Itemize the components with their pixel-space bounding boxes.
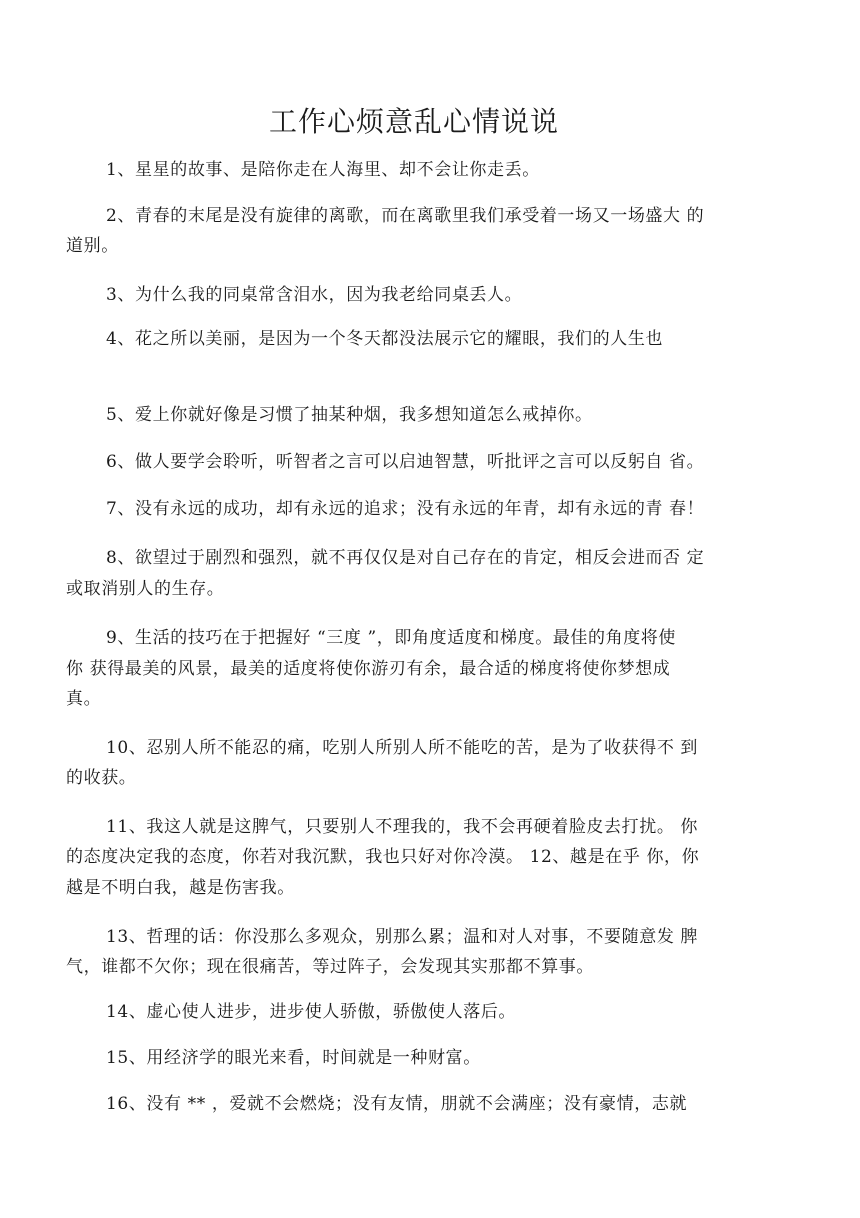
text-line: 13、哲理的话：你没那么多观众，别那么累；温和对人对事，不要随意发 脾 (106, 927, 699, 947)
text-line: 16、没有 ** ，爱就不会燃烧；没有友情，朋就不会满座；没有豪情，志就 (106, 1094, 688, 1114)
text-line: 3、为什么我的同桌常含泪水，因为我老给同桌丢人。 (106, 285, 523, 305)
text-line: 道别。 (66, 236, 119, 256)
text-line: 15、用经济学的眼光来看，时间就是一种财富。 (106, 1048, 481, 1068)
text-line: 11、我这人就是这脾气，只要别人不理我的，我不会再硬着脸皮去打扰。 你 (106, 817, 699, 837)
text-line: 的态度决定我的态度，你若对我沉默，我也只好对你冷漠。 12、越是在乎 你，你 (66, 847, 700, 867)
text-line: 4、花之所以美丽，是因为一个冬天都没法展示它的耀眼，我们的人生也 (106, 329, 664, 349)
text-line: 越是不明白我，越是伤害我。 (66, 878, 295, 898)
text-line: 你 获得最美的风景，最美的适度将使你游刃有余，最合适的梯度将使你梦想成 (66, 659, 671, 679)
text-line: 14、虚心使人进步，进步使人骄傲，骄傲使人落后。 (106, 1002, 517, 1022)
text-line: 6、做人要学会聆听，听智者之言可以启迪智慧，听批评之言可以反躬自 省。 (106, 452, 705, 472)
text-line: 9、生活的技巧在于把握好 “三度 ”，即角度适度和梯度。最佳的角度将使 (106, 628, 677, 648)
text-line: 8、欲望过于剧烈和强烈，就不再仅仅是对自己存在的肯定，相反会进而否 定 (106, 548, 705, 568)
text-line: 2、青春的末尾是没有旋律的离歌，而在离歌里我们承受着一场又一场盛大 的 (106, 206, 705, 226)
text-line: 气，谁都不欠你；现在很痛苦，等过阵子，会发现其实那都不算事。 (66, 957, 594, 977)
text-line: 10、忍别人所不能忍的痛，吃别人所别人所不能吃的苦，是为了收获得不 到 (106, 738, 699, 758)
text-line: 1、星星的故事、是陪你走在人海里、却不会让你走丢。 (106, 160, 540, 180)
page-title: 工作心烦意乱心情说说 (268, 105, 559, 138)
text-line: 7、没有永远的成功，却有永远的追求；没有永远的年青，却有永远的青 春！ (106, 499, 705, 519)
text-line: 5、爱上你就好像是习惯了抽某种烟，我多想知道怎么戒掉你。 (106, 405, 593, 425)
text-line: 真。 (66, 689, 102, 709)
text-line: 的收获。 (66, 768, 137, 788)
text-line: 或取消别人的生存。 (66, 579, 225, 599)
